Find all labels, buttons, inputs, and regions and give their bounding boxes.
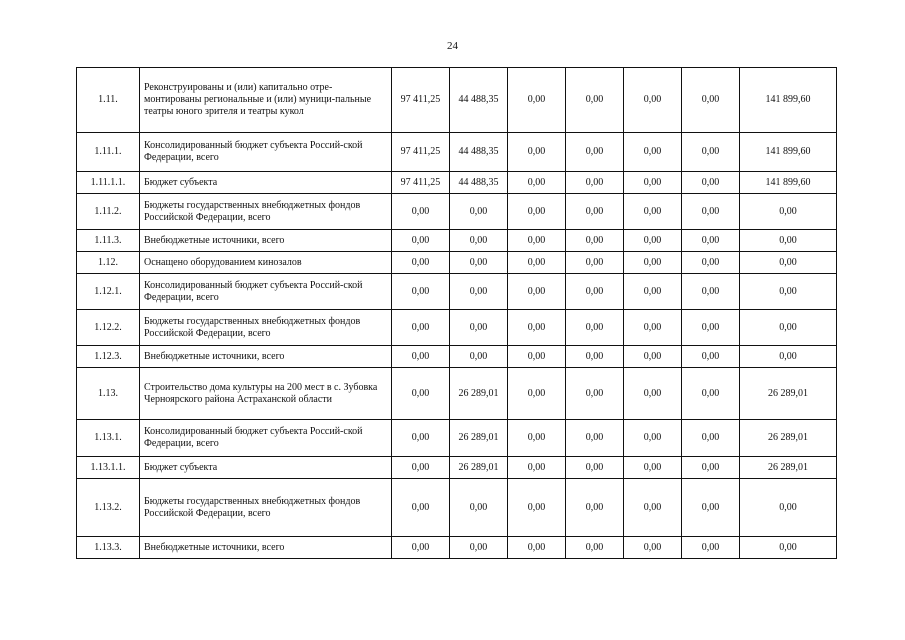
table-row <box>77 133 837 172</box>
value-cell: 0,00 <box>450 230 508 252</box>
value-cell: 0,00 <box>508 68 566 133</box>
value-cell: 0,00 <box>392 457 450 479</box>
row-description: Бюджеты государственных внебюджетных фондов Российской Федерации, всего <box>140 194 392 230</box>
value-cell: 0,00 <box>566 274 624 310</box>
value-cell: 0,00 <box>508 537 566 559</box>
value-cell: 0,00 <box>508 457 566 479</box>
value-cell: 0,00 <box>508 172 566 194</box>
value-cell: 0,00 <box>624 194 682 230</box>
row-description: Консолидированный бюджет субъекта Россий-ской Федерации, всего <box>140 420 392 457</box>
value-cell: 0,00 <box>682 368 740 420</box>
table-row <box>77 230 837 252</box>
value-cell: 0,00 <box>392 420 450 457</box>
row-number: 1.11.1.1. <box>77 172 140 194</box>
value-cell: 0,00 <box>566 368 624 420</box>
value-cell: 0,00 <box>624 68 682 133</box>
value-cell: 0,00 <box>740 310 837 346</box>
row-description: Внебюджетные источники, всего <box>140 346 392 368</box>
value-cell: 0,00 <box>682 230 740 252</box>
value-cell: 26 289,01 <box>740 368 837 420</box>
table-row <box>77 346 837 368</box>
table-row <box>77 274 837 310</box>
value-cell: 0,00 <box>740 230 837 252</box>
value-cell: 0,00 <box>624 230 682 252</box>
value-cell: 0,00 <box>740 194 837 230</box>
value-cell: 0,00 <box>450 252 508 274</box>
value-cell: 0,00 <box>392 346 450 368</box>
value-cell: 0,00 <box>450 537 508 559</box>
row-number: 1.11. <box>77 68 140 133</box>
value-cell: 0,00 <box>682 68 740 133</box>
row-number: 1.13.2. <box>77 479 140 537</box>
row-description: Консолидированный бюджет субъекта Россий-ской Федерации, всего <box>140 274 392 310</box>
value-cell: 0,00 <box>566 172 624 194</box>
value-cell: 26 289,01 <box>450 457 508 479</box>
value-cell: 0,00 <box>624 537 682 559</box>
value-cell: 97 411,25 <box>392 68 450 133</box>
value-cell: 0,00 <box>566 194 624 230</box>
value-cell: 0,00 <box>624 310 682 346</box>
row-description: Консолидированный бюджет субъекта Россий-ской Федерации, всего <box>140 133 392 172</box>
value-cell: 0,00 <box>740 479 837 537</box>
row-description: Бюджеты государственных внебюджетных фондов Российской Федерации, всего <box>140 310 392 346</box>
value-cell: 0,00 <box>566 420 624 457</box>
table-row <box>77 420 837 457</box>
table-row <box>77 194 837 230</box>
value-cell: 0,00 <box>392 194 450 230</box>
value-cell: 141 899,60 <box>740 68 837 133</box>
value-cell: 0,00 <box>740 274 837 310</box>
row-description: Бюджет субъекта <box>140 172 392 194</box>
value-cell: 44 488,35 <box>450 133 508 172</box>
budget-table <box>76 67 837 559</box>
value-cell: 0,00 <box>508 310 566 346</box>
value-cell: 0,00 <box>508 194 566 230</box>
row-number: 1.12.3. <box>77 346 140 368</box>
table-row <box>77 537 837 559</box>
page-number: 24 <box>447 40 458 52</box>
value-cell: 0,00 <box>682 172 740 194</box>
row-number: 1.11.3. <box>77 230 140 252</box>
table-row <box>77 368 837 420</box>
row-number: 1.13.3. <box>77 537 140 559</box>
value-cell: 0,00 <box>566 133 624 172</box>
value-cell: 0,00 <box>682 252 740 274</box>
value-cell: 0,00 <box>392 230 450 252</box>
row-number: 1.13.1.1. <box>77 457 140 479</box>
value-cell: 0,00 <box>566 346 624 368</box>
value-cell: 26 289,01 <box>450 368 508 420</box>
value-cell: 0,00 <box>682 346 740 368</box>
value-cell: 0,00 <box>392 537 450 559</box>
value-cell: 0,00 <box>740 346 837 368</box>
value-cell: 0,00 <box>740 252 837 274</box>
value-cell: 44 488,35 <box>450 68 508 133</box>
value-cell: 0,00 <box>392 368 450 420</box>
value-cell: 141 899,60 <box>740 133 837 172</box>
table-row <box>77 68 837 133</box>
value-cell: 0,00 <box>682 457 740 479</box>
value-cell: 0,00 <box>450 194 508 230</box>
row-number: 1.13.1. <box>77 420 140 457</box>
table-row <box>77 310 837 346</box>
value-cell: 0,00 <box>624 133 682 172</box>
value-cell: 0,00 <box>508 252 566 274</box>
row-description: Бюджеты государственных внебюджетных фондов Российской Федерации, всего <box>140 479 392 537</box>
value-cell: 0,00 <box>624 457 682 479</box>
value-cell: 0,00 <box>392 479 450 537</box>
value-cell: 0,00 <box>508 368 566 420</box>
value-cell: 0,00 <box>508 346 566 368</box>
row-description: Реконструированы и (или) капитально отре-монтированы региональные и (или) муници-пальные театры юного зрителя и театры кукол <box>140 68 392 133</box>
value-cell: 0,00 <box>624 274 682 310</box>
value-cell: 0,00 <box>624 479 682 537</box>
value-cell: 0,00 <box>566 479 624 537</box>
value-cell: 141 899,60 <box>740 172 837 194</box>
value-cell: 0,00 <box>450 346 508 368</box>
value-cell: 0,00 <box>682 274 740 310</box>
value-cell: 0,00 <box>566 537 624 559</box>
row-description: Внебюджетные источники, всего <box>140 230 392 252</box>
value-cell: 0,00 <box>508 479 566 537</box>
table-row <box>77 479 837 537</box>
row-description: Строительство дома культуры на 200 мест в с. Зубовка Черноярского района Астраханской области <box>140 368 392 420</box>
value-cell: 26 289,01 <box>740 420 837 457</box>
value-cell: 0,00 <box>740 537 837 559</box>
row-number: 1.12. <box>77 252 140 274</box>
table-row <box>77 172 837 194</box>
row-number: 1.11.2. <box>77 194 140 230</box>
value-cell: 0,00 <box>566 457 624 479</box>
value-cell: 0,00 <box>392 274 450 310</box>
row-number: 1.13. <box>77 368 140 420</box>
row-number: 1.11.1. <box>77 133 140 172</box>
value-cell: 0,00 <box>392 310 450 346</box>
value-cell: 26 289,01 <box>450 420 508 457</box>
row-number: 1.12.1. <box>77 274 140 310</box>
row-description: Бюджет субъекта <box>140 457 392 479</box>
value-cell: 0,00 <box>682 479 740 537</box>
value-cell: 0,00 <box>566 252 624 274</box>
row-description: Оснащено оборудованием кинозалов <box>140 252 392 274</box>
value-cell: 0,00 <box>624 346 682 368</box>
value-cell: 0,00 <box>508 133 566 172</box>
value-cell: 0,00 <box>566 310 624 346</box>
value-cell: 0,00 <box>450 479 508 537</box>
value-cell: 0,00 <box>566 68 624 133</box>
value-cell: 0,00 <box>450 310 508 346</box>
value-cell: 0,00 <box>682 537 740 559</box>
value-cell: 0,00 <box>682 310 740 346</box>
value-cell: 97 411,25 <box>392 172 450 194</box>
value-cell: 0,00 <box>450 274 508 310</box>
value-cell: 0,00 <box>624 368 682 420</box>
value-cell: 44 488,35 <box>450 172 508 194</box>
value-cell: 0,00 <box>682 420 740 457</box>
value-cell: 0,00 <box>624 172 682 194</box>
value-cell: 26 289,01 <box>740 457 837 479</box>
value-cell: 0,00 <box>624 420 682 457</box>
value-cell: 0,00 <box>508 274 566 310</box>
value-cell: 0,00 <box>682 194 740 230</box>
value-cell: 97 411,25 <box>392 133 450 172</box>
value-cell: 0,00 <box>392 252 450 274</box>
row-description: Внебюджетные источники, всего <box>140 537 392 559</box>
value-cell: 0,00 <box>508 230 566 252</box>
value-cell: 0,00 <box>566 230 624 252</box>
value-cell: 0,00 <box>682 133 740 172</box>
value-cell: 0,00 <box>508 420 566 457</box>
row-number: 1.12.2. <box>77 310 140 346</box>
table-row <box>77 252 837 274</box>
table-row <box>77 457 837 479</box>
value-cell: 0,00 <box>624 252 682 274</box>
